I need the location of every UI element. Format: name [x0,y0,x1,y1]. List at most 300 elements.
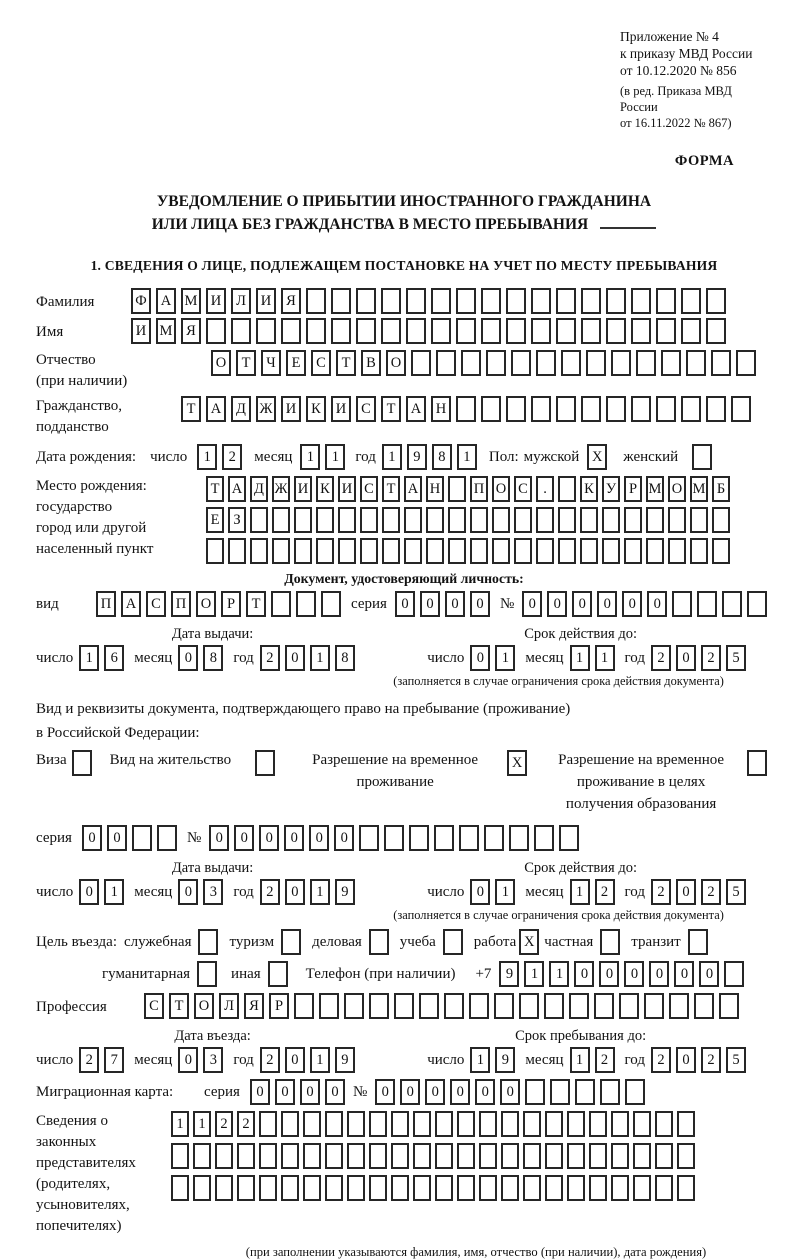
char-cell[interactable]: Е [206,507,224,533]
char-cell[interactable]: 0 [676,645,696,671]
char-cell[interactable]: 8 [432,444,452,470]
male-checkbox[interactable]: X [587,444,607,470]
char-cell[interactable]: 1 [595,645,615,671]
char-cell[interactable] [171,1143,189,1169]
char-cell[interactable] [600,1079,620,1105]
char-cell[interactable]: 1 [300,444,320,470]
char-cell[interactable] [706,318,726,344]
char-cell[interactable] [338,507,356,533]
char-cell[interactable]: 0 [107,825,127,851]
char-cell[interactable]: 9 [335,879,355,905]
char-cell[interactable] [215,1175,233,1201]
char-cell[interactable]: 2 [651,879,671,905]
char-cell[interactable] [444,993,464,1019]
char-cell[interactable] [624,507,642,533]
char-cell[interactable]: 2 [651,1047,671,1073]
char-cell[interactable] [602,538,620,564]
char-cell[interactable]: Е [286,350,306,376]
char-cell[interactable]: К [316,476,334,502]
char-cell[interactable] [456,318,476,344]
char-cell[interactable] [294,538,312,564]
char-cell[interactable] [456,288,476,314]
char-cell[interactable] [457,1143,475,1169]
char-cell[interactable]: 0 [699,961,719,987]
char-cell[interactable]: С [311,350,331,376]
char-cell[interactable]: Т [381,396,401,422]
char-cell[interactable] [697,591,717,617]
char-cell[interactable] [413,1143,431,1169]
char-cell[interactable] [411,350,431,376]
char-cell[interactable] [611,1175,629,1201]
char-cell[interactable]: 0 [259,825,279,851]
char-cell[interactable] [479,1143,497,1169]
char-cell[interactable] [250,507,268,533]
char-cell[interactable] [589,1175,607,1201]
char-cell[interactable] [655,1111,673,1137]
char-cell[interactable]: 0 [475,1079,495,1105]
char-cell[interactable] [344,993,364,1019]
char-cell[interactable] [272,507,290,533]
char-cell[interactable] [686,350,706,376]
char-cell[interactable] [669,993,689,1019]
char-cell[interactable] [481,288,501,314]
char-cell[interactable] [581,396,601,422]
char-cell[interactable] [431,318,451,344]
char-cell[interactable]: Р [221,591,241,617]
char-cell[interactable] [656,396,676,422]
char-cell[interactable]: 1 [382,444,402,470]
char-cell[interactable] [545,1143,563,1169]
char-cell[interactable]: 8 [203,645,223,671]
char-cell[interactable] [531,288,551,314]
char-cell[interactable]: М [690,476,708,502]
purpose-checkbox-ucheba[interactable] [443,929,463,955]
char-cell[interactable]: 9 [495,1047,515,1073]
char-cell[interactable]: Т [206,476,224,502]
char-cell[interactable] [316,538,334,564]
char-cell[interactable] [237,1175,255,1201]
char-cell[interactable] [558,476,576,502]
char-cell[interactable] [215,1143,233,1169]
char-cell[interactable] [470,538,488,564]
char-cell[interactable] [457,1111,475,1137]
char-cell[interactable]: 0 [82,825,102,851]
char-cell[interactable] [436,350,456,376]
char-cell[interactable]: 1 [79,645,99,671]
char-cell[interactable] [712,538,730,564]
char-cell[interactable] [404,538,422,564]
char-cell[interactable] [523,1143,541,1169]
char-cell[interactable] [511,350,531,376]
char-cell[interactable]: С [144,993,164,1019]
char-cell[interactable] [534,825,554,851]
char-cell[interactable] [271,591,291,617]
char-cell[interactable] [545,1175,563,1201]
char-cell[interactable]: 0 [676,1047,696,1073]
char-cell[interactable] [611,1111,629,1137]
char-cell[interactable]: 2 [215,1111,233,1137]
char-cell[interactable]: 5 [726,879,746,905]
char-cell[interactable]: . [536,476,554,502]
char-cell[interactable]: 2 [222,444,242,470]
char-cell[interactable]: 0 [470,591,490,617]
char-cell[interactable] [406,318,426,344]
char-cell[interactable]: 0 [400,1079,420,1105]
char-cell[interactable]: Л [231,288,251,314]
char-cell[interactable] [494,993,514,1019]
char-cell[interactable]: 1 [193,1111,211,1137]
char-cell[interactable]: Ж [272,476,290,502]
char-cell[interactable] [382,538,400,564]
char-cell[interactable] [294,993,314,1019]
char-cell[interactable]: 1 [457,444,477,470]
char-cell[interactable] [369,1111,387,1137]
char-cell[interactable] [448,538,466,564]
char-cell[interactable]: 0 [599,961,619,987]
char-cell[interactable]: 0 [284,825,304,851]
char-cell[interactable]: 0 [649,961,669,987]
purpose-checkbox-turizm[interactable] [281,929,301,955]
char-cell[interactable]: И [331,396,351,422]
char-cell[interactable] [655,1143,673,1169]
purpose-checkbox-sluzhebnaya[interactable] [198,929,218,955]
char-cell[interactable]: 2 [260,645,280,671]
char-cell[interactable] [681,396,701,422]
char-cell[interactable] [259,1143,277,1169]
char-cell[interactable] [294,507,312,533]
char-cell[interactable]: А [121,591,141,617]
char-cell[interactable]: М [181,288,201,314]
char-cell[interactable]: С [514,476,532,502]
char-cell[interactable] [391,1175,409,1201]
char-cell[interactable] [325,1143,343,1169]
char-cell[interactable] [404,507,422,533]
char-cell[interactable] [456,396,476,422]
char-cell[interactable]: 1 [495,879,515,905]
char-cell[interactable]: 0 [309,825,329,851]
char-cell[interactable] [369,993,389,1019]
char-cell[interactable] [369,1143,387,1169]
char-cell[interactable]: 0 [178,645,198,671]
char-cell[interactable] [656,318,676,344]
char-cell[interactable] [594,993,614,1019]
char-cell[interactable]: 9 [499,961,519,987]
char-cell[interactable]: 0 [250,1079,270,1105]
char-cell[interactable] [681,288,701,314]
char-cell[interactable]: П [470,476,488,502]
female-checkbox[interactable] [692,444,712,470]
char-cell[interactable] [556,318,576,344]
char-cell[interactable] [356,318,376,344]
char-cell[interactable] [426,538,444,564]
char-cell[interactable] [619,993,639,1019]
char-cell[interactable] [347,1143,365,1169]
char-cell[interactable]: Р [269,993,289,1019]
char-cell[interactable] [413,1175,431,1201]
char-cell[interactable]: 0 [209,825,229,851]
char-cell[interactable] [281,1175,299,1201]
char-cell[interactable] [492,507,510,533]
char-cell[interactable]: 2 [237,1111,255,1137]
char-cell[interactable] [636,350,656,376]
char-cell[interactable] [747,591,767,617]
char-cell[interactable] [406,288,426,314]
char-cell[interactable]: Т [169,993,189,1019]
char-cell[interactable] [382,507,400,533]
char-cell[interactable] [360,507,378,533]
char-cell[interactable]: 2 [260,1047,280,1073]
char-cell[interactable] [633,1111,651,1137]
char-cell[interactable]: 0 [420,591,440,617]
char-cell[interactable]: Д [250,476,268,502]
char-cell[interactable] [506,318,526,344]
char-cell[interactable]: 1 [310,879,330,905]
char-cell[interactable] [668,507,686,533]
char-cell[interactable]: 0 [285,879,305,905]
char-cell[interactable]: 0 [572,591,592,617]
char-cell[interactable] [338,538,356,564]
char-cell[interactable]: О [211,350,231,376]
char-cell[interactable] [523,1111,541,1137]
char-cell[interactable] [567,1111,585,1137]
char-cell[interactable] [536,538,554,564]
char-cell[interactable]: А [206,396,226,422]
char-cell[interactable] [319,993,339,1019]
char-cell[interactable]: 0 [624,961,644,987]
char-cell[interactable]: Н [431,396,451,422]
char-cell[interactable]: 0 [647,591,667,617]
char-cell[interactable]: Я [181,318,201,344]
char-cell[interactable]: О [492,476,510,502]
char-cell[interactable] [625,1079,645,1105]
char-cell[interactable]: Т [246,591,266,617]
char-cell[interactable]: 1 [470,1047,490,1073]
char-cell[interactable]: 8 [335,645,355,671]
char-cell[interactable] [193,1175,211,1201]
char-cell[interactable] [501,1111,519,1137]
char-cell[interactable] [228,538,246,564]
char-cell[interactable] [356,288,376,314]
char-cell[interactable] [206,538,224,564]
char-cell[interactable]: О [196,591,216,617]
char-cell[interactable] [606,396,626,422]
char-cell[interactable] [303,1175,321,1201]
char-cell[interactable] [706,396,726,422]
char-cell[interactable]: М [156,318,176,344]
char-cell[interactable] [435,1175,453,1201]
char-cell[interactable] [281,1111,299,1137]
char-cell[interactable]: Т [336,350,356,376]
char-cell[interactable] [369,1175,387,1201]
char-cell[interactable] [611,350,631,376]
char-cell[interactable] [193,1143,211,1169]
char-cell[interactable]: 0 [597,591,617,617]
purpose-checkbox-gumanitarnaya[interactable] [197,961,217,987]
char-cell[interactable] [479,1175,497,1201]
char-cell[interactable] [272,538,290,564]
char-cell[interactable]: 1 [570,879,590,905]
char-cell[interactable]: 1 [197,444,217,470]
char-cell[interactable] [486,350,506,376]
char-cell[interactable] [381,318,401,344]
char-cell[interactable]: П [171,591,191,617]
char-cell[interactable] [690,507,708,533]
char-cell[interactable]: 3 [203,879,223,905]
char-cell[interactable]: 1 [570,645,590,671]
char-cell[interactable] [481,318,501,344]
char-cell[interactable] [132,825,152,851]
char-cell[interactable] [281,318,301,344]
char-cell[interactable] [677,1175,695,1201]
char-cell[interactable] [457,1175,475,1201]
char-cell[interactable] [506,396,526,422]
char-cell[interactable]: О [386,350,406,376]
char-cell[interactable] [711,350,731,376]
char-cell[interactable]: К [306,396,326,422]
char-cell[interactable]: А [156,288,176,314]
char-cell[interactable] [656,288,676,314]
char-cell[interactable] [611,1143,629,1169]
char-cell[interactable] [633,1143,651,1169]
char-cell[interactable] [381,288,401,314]
char-cell[interactable] [525,1079,545,1105]
char-cell[interactable] [501,1143,519,1169]
char-cell[interactable] [581,288,601,314]
char-cell[interactable]: 0 [522,591,542,617]
char-cell[interactable]: 0 [178,879,198,905]
char-cell[interactable] [448,507,466,533]
char-cell[interactable] [567,1143,585,1169]
char-cell[interactable] [561,350,581,376]
char-cell[interactable] [259,1111,277,1137]
char-cell[interactable] [157,825,177,851]
char-cell[interactable] [586,350,606,376]
char-cell[interactable] [303,1111,321,1137]
char-cell[interactable]: 7 [104,1047,124,1073]
char-cell[interactable]: 1 [104,879,124,905]
char-cell[interactable] [550,1079,570,1105]
char-cell[interactable] [536,507,554,533]
char-cell[interactable] [558,507,576,533]
char-cell[interactable]: 1 [549,961,569,987]
char-cell[interactable] [514,538,532,564]
char-cell[interactable] [360,538,378,564]
char-cell[interactable]: 0 [470,645,490,671]
char-cell[interactable] [694,993,714,1019]
vnzh-checkbox[interactable] [255,750,275,776]
char-cell[interactable] [331,288,351,314]
char-cell[interactable]: 1 [325,444,345,470]
char-cell[interactable] [514,507,532,533]
char-cell[interactable]: А [404,476,422,502]
char-cell[interactable] [394,993,414,1019]
char-cell[interactable] [706,288,726,314]
char-cell[interactable]: Ф [131,288,151,314]
char-cell[interactable]: 9 [335,1047,355,1073]
char-cell[interactable]: 0 [395,591,415,617]
char-cell[interactable]: Т [382,476,400,502]
rvp-edu-checkbox[interactable] [747,750,767,776]
char-cell[interactable]: 0 [574,961,594,987]
char-cell[interactable] [646,507,664,533]
char-cell[interactable]: У [602,476,620,502]
char-cell[interactable] [631,318,651,344]
char-cell[interactable] [545,1111,563,1137]
char-cell[interactable]: 3 [203,1047,223,1073]
char-cell[interactable]: А [228,476,246,502]
char-cell[interactable]: А [406,396,426,422]
char-cell[interactable]: И [281,396,301,422]
char-cell[interactable] [523,1175,541,1201]
char-cell[interactable]: 1 [495,645,515,671]
char-cell[interactable]: С [146,591,166,617]
char-cell[interactable] [719,993,739,1019]
char-cell[interactable]: 0 [445,591,465,617]
char-cell[interactable]: 0 [178,1047,198,1073]
char-cell[interactable] [259,1175,277,1201]
char-cell[interactable] [231,318,251,344]
char-cell[interactable] [559,825,579,851]
char-cell[interactable]: И [338,476,356,502]
char-cell[interactable] [419,993,439,1019]
char-cell[interactable] [736,350,756,376]
char-cell[interactable] [556,396,576,422]
char-cell[interactable] [631,288,651,314]
char-cell[interactable] [434,825,454,851]
char-cell[interactable] [668,538,686,564]
char-cell[interactable]: 5 [726,645,746,671]
char-cell[interactable]: 0 [547,591,567,617]
char-cell[interactable] [580,538,598,564]
char-cell[interactable] [606,288,626,314]
char-cell[interactable] [325,1175,343,1201]
char-cell[interactable]: 0 [334,825,354,851]
char-cell[interactable] [303,1143,321,1169]
char-cell[interactable] [237,1143,255,1169]
char-cell[interactable] [359,825,379,851]
char-cell[interactable] [331,318,351,344]
char-cell[interactable]: И [206,288,226,314]
char-cell[interactable] [459,825,479,851]
char-cell[interactable]: З [228,507,246,533]
char-cell[interactable]: П [96,591,116,617]
char-cell[interactable]: Л [219,993,239,1019]
char-cell[interactable] [569,993,589,1019]
char-cell[interactable]: 2 [651,645,671,671]
char-cell[interactable]: О [668,476,686,502]
char-cell[interactable]: 0 [275,1079,295,1105]
char-cell[interactable]: 2 [79,1047,99,1073]
char-cell[interactable] [631,396,651,422]
char-cell[interactable]: 2 [260,879,280,905]
char-cell[interactable]: Н [426,476,444,502]
visa-checkbox[interactable] [72,750,92,776]
char-cell[interactable]: 0 [450,1079,470,1105]
char-cell[interactable]: 0 [234,825,254,851]
char-cell[interactable]: 0 [674,961,694,987]
char-cell[interactable] [544,993,564,1019]
char-cell[interactable] [435,1143,453,1169]
char-cell[interactable] [581,318,601,344]
char-cell[interactable] [556,288,576,314]
char-cell[interactable] [492,538,510,564]
char-cell[interactable]: 0 [500,1079,520,1105]
char-cell[interactable] [633,1175,651,1201]
char-cell[interactable] [256,318,276,344]
char-cell[interactable] [409,825,429,851]
char-cell[interactable] [580,507,598,533]
char-cell[interactable]: 2 [701,645,721,671]
